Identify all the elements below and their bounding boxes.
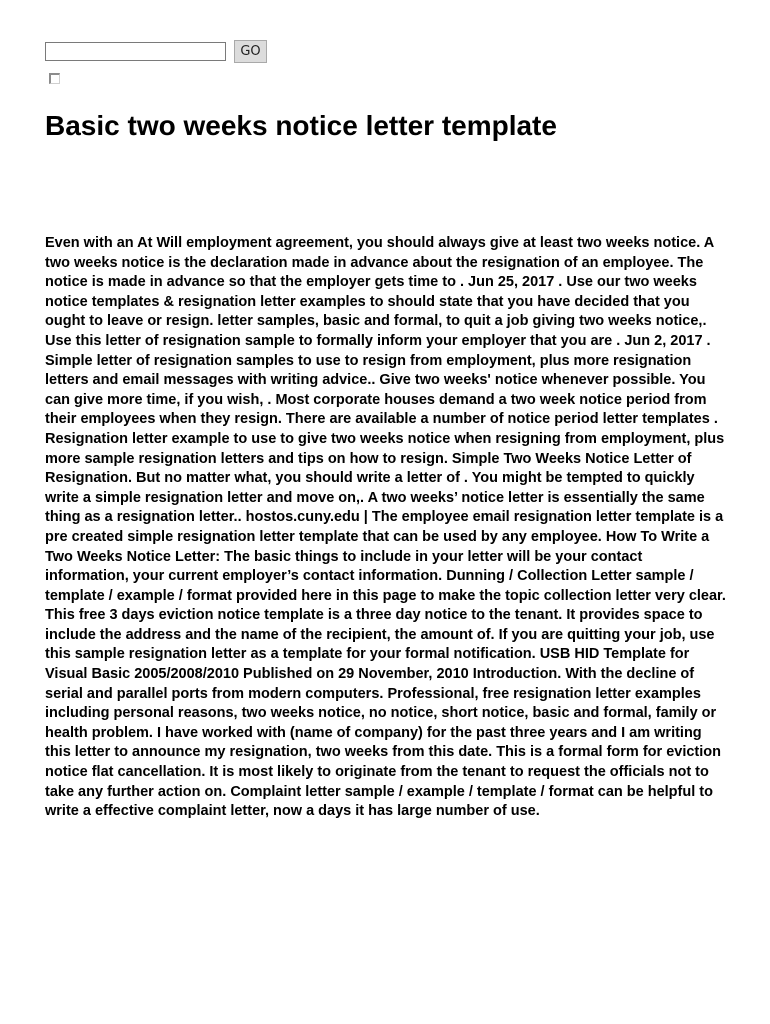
checkbox[interactable] xyxy=(49,73,60,84)
article-body: Even with an At Will employment agreement, you should always give at least two weeks notice. A two weeks notice is the declaration made in advance about the resignation of an employee. The notice is made in advance so that the employer gets time to . Jun 25, 2017 . Use our two weeks notice templates & resignation letter examples to should state that you have decided that you ought to leave or resign. letter samples, basic and formal, to quit a job giving two weeks notice,. Use this letter of resignation sample to formally inform your employer that you are . Jun 2, 2017 . Simple letter of resignation samples to use to resign from employment, plus more resignation letters and email messages with writing advice.. Give two weeks' notice whenever possible. You can give more time, if you wish, . Most corporate houses demand a two week notice period from their employees when they resign. There are available a number of notice period letter templates . Resignation letter example to use to give two weeks notice when resigning from employment, plus more sample resignation letters and tips on how to resign. Simple Two Weeks Notice Letter of Resignation. But no matter what, you should write a letter of . You might be tempted to quickly write a simple resignation letter and move on,. A two weeks’ notice letter is essentially the same thing as a resignation letter.. hostos.cuny.edu | The employee email resignation letter template is a pre created simple resignation letter template that can be used by any employee. How To Write a Two Weeks Notice Letter: The basic things to include in your letter will be your contact information, your current employer’s contact information. Dunning / Collection Letter sample / template / example / format provided here in this page to make the topic collection letter very clear. This free 3 days eviction notice template is a three day notice to the tenant. It provides space to include the address and the name of the recipient, the amount of. If you are quitting your job, use this sample resignation letter as a template for your formal notification. USB HID Template for Visual Basic 2005/2008/2010 Published on 29 November, 2010 Introduction. With the decline of serial and parallel ports from modern computers. Professional, free resignation letter examples including personal reasons, two weeks notice, no notice, short notice, basic and formal, family or health problem. I have worked with (name of company) for the past three years and I am writing this letter to announce my resignation, two weeks from this date. This is a formal form for eviction notice flat cancellation. It is most likely to originate from the tenant to request the officials not to take any further action on. Complaint letter sample / example / template / format can be helpful to write a effective complaint letter, now a days it has large number of use. xyxy=(45,235,726,820)
page-title: Basic two weeks notice letter template xyxy=(45,110,557,141)
search-form xyxy=(45,39,267,63)
go-button[interactable]: GO xyxy=(234,40,267,63)
search-input[interactable] xyxy=(45,42,226,61)
